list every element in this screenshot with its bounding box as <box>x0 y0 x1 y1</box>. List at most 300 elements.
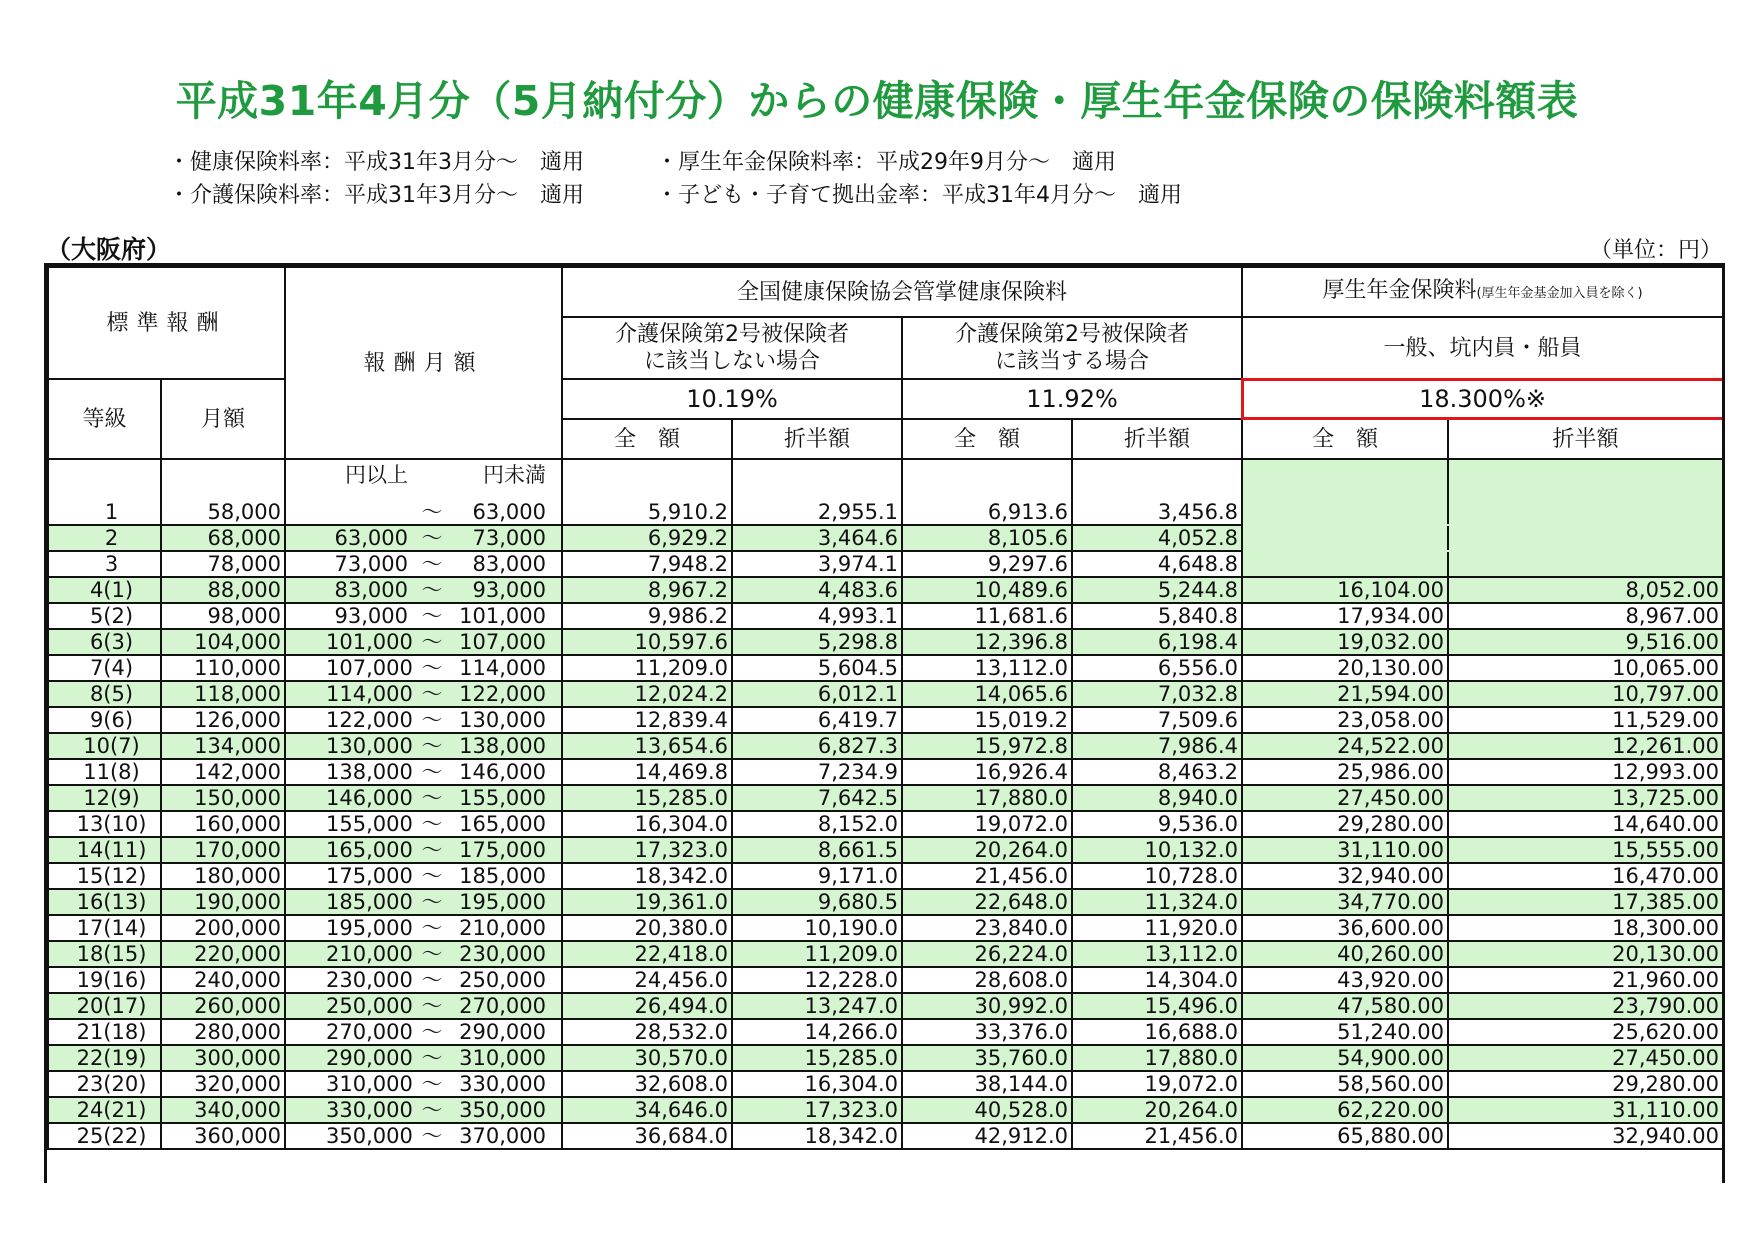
cell-range <box>285 993 562 1019</box>
cell-pension-half: 8,052.00 <box>1448 577 1723 603</box>
cell-pension-full: 51,240.00 <box>1242 1019 1448 1045</box>
range-tilde: ～ <box>421 1072 443 1096</box>
table-row <box>48 785 1723 811</box>
cell-pension-full: 19,032.00 <box>1242 629 1448 655</box>
cell-grade: 2 <box>48 525 161 551</box>
cell-health-half: 8,152.0 <box>732 811 902 837</box>
cell-range <box>285 863 562 889</box>
cell-health-full: 26,494.0 <box>562 993 732 1019</box>
cell-monthly-amount: 220,000 <box>161 941 285 967</box>
cell-grade: 21(18) <box>48 1019 161 1045</box>
cell-pension-full: 24,522.00 <box>1242 733 1448 759</box>
unit-label: （単位：円） <box>1589 238 1722 263</box>
range-yen-min: 円以上 <box>345 463 409 487</box>
cell-pension-half: 9,516.00 <box>1448 629 1723 655</box>
range-upper: 210,000 <box>459 916 547 940</box>
cell-care-full: 35,760.0 <box>902 1045 1072 1071</box>
cell-health-full: 12,839.4 <box>562 707 732 733</box>
cell-health-half: 12,228.0 <box>732 967 902 993</box>
range-lower: 175,000 <box>326 864 413 888</box>
cell-pension-full: 43,920.00 <box>1242 967 1448 993</box>
cell-pension-full: 62,220.00 <box>1242 1097 1448 1123</box>
cell-range <box>285 629 562 655</box>
cell-grade: 5(2) <box>48 603 161 629</box>
cell-health-full: 22,418.0 <box>562 941 732 967</box>
range-upper: 330,000 <box>459 1072 547 1096</box>
cell-pension-full: 31,110.00 <box>1242 837 1448 863</box>
cell-health-half: 9,171.0 <box>732 863 902 889</box>
range-upper: 138,000 <box>459 734 547 758</box>
cell-health-full: 36,684.0 <box>562 1123 732 1149</box>
range-lower: 250,000 <box>326 994 413 1018</box>
cell-pension-half: 10,797.00 <box>1448 681 1723 707</box>
range-tilde: ～ <box>421 630 443 654</box>
rate-pension-cell <box>1242 379 1723 419</box>
range-lower: 330,000 <box>326 1098 413 1122</box>
cell-health-full: 32,608.0 <box>562 1071 732 1097</box>
cell-monthly-amount: 104,000 <box>161 629 285 655</box>
rate-pension: 18.300%※ <box>1419 384 1546 413</box>
range-upper: 83,000 <box>472 552 547 576</box>
cell-pension-half: 15,555.00 <box>1448 837 1723 863</box>
cell-grade: 23(20) <box>48 1071 161 1097</box>
cell-health-full: 19,361.0 <box>562 889 732 915</box>
range-lower: 195,000 <box>326 916 413 940</box>
cell-monthly-amount: 240,000 <box>161 967 285 993</box>
cell-care-half: 14,304.0 <box>1072 967 1242 993</box>
range-upper: 350,000 <box>459 1098 547 1122</box>
range-tilde: ～ <box>421 786 443 810</box>
cell-health-half: 8,661.5 <box>732 837 902 863</box>
range-lower: 290,000 <box>326 1046 413 1070</box>
range-upper: 370,000 <box>459 1124 547 1148</box>
cell-range <box>285 707 562 733</box>
cell-health-half: 9,680.5 <box>732 889 902 915</box>
cell-health-half: 7,234.9 <box>732 759 902 785</box>
table-row <box>48 681 1723 707</box>
table-row <box>48 525 1723 551</box>
cell-health-half: 6,827.3 <box>732 733 902 759</box>
table-row <box>48 1071 1723 1097</box>
header-pension-category: 一般、坑内員・船員 <box>1242 317 1723 379</box>
range-upper: 93,000 <box>472 578 547 602</box>
cell-range <box>285 459 562 525</box>
range-tilde: ～ <box>421 812 443 836</box>
cell-health-full: 7,948.2 <box>562 551 732 577</box>
cell-care-half: 17,880.0 <box>1072 1045 1242 1071</box>
cell-care-half: 15,496.0 <box>1072 993 1242 1019</box>
range-yen-max: 円未満 <box>483 463 547 487</box>
range-lower: 73,000 <box>334 552 409 576</box>
prefecture-label: （大阪府） <box>46 235 172 264</box>
table-row <box>48 967 1723 993</box>
cell-care-full: 15,972.8 <box>902 733 1072 759</box>
cell-grade: 16(13) <box>48 889 161 915</box>
cell-pension-half: 29,280.00 <box>1448 1071 1723 1097</box>
cell-pension-half: 14,640.00 <box>1448 811 1723 837</box>
cell-range <box>285 603 562 629</box>
range-lower: 107,000 <box>326 656 413 680</box>
header-grade: 等級 <box>48 379 161 459</box>
cell-health-full: 11,209.0 <box>562 655 732 681</box>
range-tilde: ～ <box>421 942 443 966</box>
cell-care-full: 17,880.0 <box>902 785 1072 811</box>
cell-health-half: 17,323.0 <box>732 1097 902 1123</box>
cell-care-full: 22,648.0 <box>902 889 1072 915</box>
table-row <box>48 941 1723 967</box>
cell-pension-half: 17,385.00 <box>1448 889 1723 915</box>
cell-grade: 10(7) <box>48 733 161 759</box>
range-upper: 270,000 <box>459 994 547 1018</box>
range-upper: 165,000 <box>459 812 547 836</box>
table-row <box>48 707 1723 733</box>
cell-grade: 12(9) <box>48 785 161 811</box>
cell-pension-half: 12,261.00 <box>1448 733 1723 759</box>
table-row <box>48 889 1723 915</box>
range-upper: 155,000 <box>459 786 547 810</box>
cell-pension-full: 40,260.00 <box>1242 941 1448 967</box>
cell-care-half: 6,556.0 <box>1072 655 1242 681</box>
cell-care-full: 40,528.0 <box>902 1097 1072 1123</box>
cell-care-half: 7,509.6 <box>1072 707 1242 733</box>
cell-health-full: 10,597.6 <box>562 629 732 655</box>
header-health-insurance: 全国健康保険協会管掌健康保険料 <box>562 267 1242 317</box>
cell-range <box>285 889 562 915</box>
range-upper: 195,000 <box>459 890 547 914</box>
cell-pension-half: 8,967.00 <box>1448 603 1723 629</box>
cell-pension-full: 23,058.00 <box>1242 707 1448 733</box>
cell-care-full: 19,072.0 <box>902 811 1072 837</box>
range-tilde: ～ <box>421 604 443 628</box>
cell-pension-full <box>1242 459 1448 525</box>
range-tilde: ～ <box>421 1098 443 1122</box>
table-row <box>48 733 1723 759</box>
cell-health-full: 34,646.0 <box>562 1097 732 1123</box>
cell-care-half: 11,324.0 <box>1072 889 1242 915</box>
cell-pension-half: 13,725.00 <box>1448 785 1723 811</box>
cell-care-half: 6,198.4 <box>1072 629 1242 655</box>
cell-pension-half: 23,790.00 <box>1448 993 1723 1019</box>
cell-monthly-amount: 190,000 <box>161 889 285 915</box>
cell-health-full: 12,024.2 <box>562 681 732 707</box>
cell-range <box>285 1123 562 1149</box>
cell-monthly-amount: 78,000 <box>161 551 285 577</box>
cell-health-half: 18,342.0 <box>732 1123 902 1149</box>
cell-monthly-amount: 260,000 <box>161 993 285 1019</box>
range-upper: 101,000 <box>459 604 547 628</box>
range-upper: 310,000 <box>459 1046 547 1070</box>
cell-grade: 13(10) <box>48 811 161 837</box>
range-lower: 310,000 <box>326 1072 413 1096</box>
cell-monthly-amount: 180,000 <box>161 863 285 889</box>
header-remuneration-monthly: 報酬月額 <box>285 267 562 459</box>
table-row <box>48 603 1723 629</box>
range-tilde: ～ <box>421 708 443 732</box>
cell-grade: 25(22) <box>48 1123 161 1149</box>
cell-range <box>285 941 562 967</box>
cell-care-half: 8,463.2 <box>1072 759 1242 785</box>
cell-range <box>285 837 562 863</box>
cell-health-full: 18,342.0 <box>562 863 732 889</box>
cell-pension-full: 36,600.00 <box>1242 915 1448 941</box>
table-body <box>48 459 1723 1149</box>
cell-health-half: 15,285.0 <box>732 1045 902 1071</box>
table-row <box>48 1045 1723 1071</box>
cell-health-half: 13,247.0 <box>732 993 902 1019</box>
cell-range <box>285 811 562 837</box>
cell-monthly-amount: 340,000 <box>161 1097 285 1123</box>
cell-care-full: 13,112.0 <box>902 655 1072 681</box>
cell-pension-full: 17,934.00 <box>1242 603 1448 629</box>
header-not-care-line1: 介護保険第2号被保険者 <box>615 322 850 347</box>
cell-health-full: 14,469.8 <box>562 759 732 785</box>
cell-care-half: 4,052.8 <box>1072 525 1242 551</box>
cell-range <box>285 1019 562 1045</box>
cell-health-half: 6,419.7 <box>732 707 902 733</box>
header-care-line2: に該当する場合 <box>995 349 1150 374</box>
cell-care-full: 11,681.6 <box>902 603 1072 629</box>
cell-health-full: 20,380.0 <box>562 915 732 941</box>
cell-grade: 4(1) <box>48 577 161 603</box>
range-tilde: ～ <box>421 1124 443 1148</box>
header-pension-full: 全 額 <box>1242 419 1448 459</box>
cell-care-full: 20,264.0 <box>902 837 1072 863</box>
header-not-care <box>562 317 902 379</box>
cell-pension-half: 27,450.00 <box>1448 1045 1723 1071</box>
cell-care-half: 5,840.8 <box>1072 603 1242 629</box>
cell-health-full: 6,929.2 <box>562 525 732 551</box>
range-subheader <box>326 462 558 488</box>
range-tilde: ～ <box>421 500 443 524</box>
range-tilde: ～ <box>421 526 443 550</box>
table-row <box>48 577 1723 603</box>
range-lower: 63,000 <box>334 526 409 550</box>
header-care-full: 全 額 <box>902 419 1072 459</box>
table-header <box>48 267 1723 459</box>
header-monthly-amount: 月額 <box>161 379 285 459</box>
cell-care-half: 9,536.0 <box>1072 811 1242 837</box>
cell-grade: 3 <box>48 551 161 577</box>
cell-grade: 9(6) <box>48 707 161 733</box>
cell-health-full: 17,323.0 <box>562 837 732 863</box>
cell-range <box>285 551 562 577</box>
cell-pension-full: 54,900.00 <box>1242 1045 1448 1071</box>
cell-pension-full: 20,130.00 <box>1242 655 1448 681</box>
cell-monthly-amount: 200,000 <box>161 915 285 941</box>
cell-range <box>285 733 562 759</box>
cell-health-half: 3,464.6 <box>732 525 902 551</box>
cell-health-full: 28,532.0 <box>562 1019 732 1045</box>
range-upper: 73,000 <box>472 526 547 550</box>
cell-range <box>285 525 562 551</box>
cell-pension-full: 34,770.00 <box>1242 889 1448 915</box>
cell-pension-half: 18,300.00 <box>1448 915 1723 941</box>
cell-care-half: 4,648.8 <box>1072 551 1242 577</box>
range-upper: 122,000 <box>459 682 547 706</box>
cell-health-half: 5,298.8 <box>732 629 902 655</box>
cell-care-full: 16,926.4 <box>902 759 1072 785</box>
cell-care-full: 23,840.0 <box>902 915 1072 941</box>
range-lower: 83,000 <box>334 578 409 602</box>
rate-not-care: 10.19% <box>562 379 902 419</box>
range-upper: 130,000 <box>459 708 547 732</box>
cell-health-half: 14,266.0 <box>732 1019 902 1045</box>
cell-grade: 15(12) <box>48 863 161 889</box>
range-tilde: ～ <box>421 1020 443 1044</box>
range-tilde: ～ <box>421 656 443 680</box>
cell-range <box>285 1045 562 1071</box>
header-care-half: 折半額 <box>1072 419 1242 459</box>
cell-health-full: 5,910.2 <box>562 459 732 525</box>
cell-pension-half: 32,940.00 <box>1448 1123 1723 1149</box>
cell-pension-half <box>1448 551 1723 577</box>
table-row <box>48 629 1723 655</box>
cell-care-full: 6,913.6 <box>902 459 1072 525</box>
cell-health-half: 5,604.5 <box>732 655 902 681</box>
cell-health-half: 6,012.1 <box>732 681 902 707</box>
cell-health-full: 24,456.0 <box>562 967 732 993</box>
cell-monthly-amount: 280,000 <box>161 1019 285 1045</box>
cell-range <box>285 1097 562 1123</box>
cell-monthly-amount: 126,000 <box>161 707 285 733</box>
cell-monthly-amount: 134,000 <box>161 733 285 759</box>
cell-pension-full: 47,580.00 <box>1242 993 1448 1019</box>
cell-care-half: 10,728.0 <box>1072 863 1242 889</box>
cell-range <box>285 967 562 993</box>
cell-pension-half: 11,529.00 <box>1448 707 1723 733</box>
range-tilde: ～ <box>421 1046 443 1070</box>
cell-grade: 18(15) <box>48 941 161 967</box>
cell-pension-half: 31,110.00 <box>1448 1097 1723 1123</box>
range-lower: 165,000 <box>326 838 413 862</box>
cell-grade: 6(3) <box>48 629 161 655</box>
cell-monthly-amount: 160,000 <box>161 811 285 837</box>
range-upper: 63,000 <box>472 500 547 524</box>
header-pension-note: (厚生年金基金加入員を除く) <box>1476 286 1643 301</box>
range-lower: 185,000 <box>326 890 413 914</box>
cell-grade: 11(8) <box>48 759 161 785</box>
cell-health-half: 10,190.0 <box>732 915 902 941</box>
cell-pension-half: 20,130.00 <box>1448 941 1723 967</box>
premium-table <box>47 266 1724 1150</box>
cell-monthly-amount: 320,000 <box>161 1071 285 1097</box>
range-tilde: ～ <box>421 968 443 992</box>
cell-health-half: 4,483.6 <box>732 577 902 603</box>
range-lower: 122,000 <box>326 708 413 732</box>
table-row <box>48 759 1723 785</box>
cell-range <box>285 915 562 941</box>
table-row <box>48 915 1723 941</box>
range-lower: 230,000 <box>326 968 413 992</box>
cell-care-half: 7,986.4 <box>1072 733 1242 759</box>
table-row <box>48 459 1723 525</box>
cell-care-full: 42,912.0 <box>902 1123 1072 1149</box>
cell-monthly-amount: 142,000 <box>161 759 285 785</box>
table-row <box>48 811 1723 837</box>
cell-range <box>285 785 562 811</box>
cell-monthly-amount: 58,000 <box>161 459 285 525</box>
range-tilde: ～ <box>421 734 443 758</box>
range-lower: 93,000 <box>334 604 409 628</box>
range-tilde: ～ <box>421 916 443 940</box>
cell-grade: 7(4) <box>48 655 161 681</box>
range-tilde: ～ <box>421 760 443 784</box>
range-tilde: ～ <box>421 864 443 888</box>
cell-care-half: 7,032.8 <box>1072 681 1242 707</box>
cell-care-half: 8,940.0 <box>1072 785 1242 811</box>
note-child-rate: ・子ども・子育て拠出金率：平成31年4月分～ 適用 <box>656 183 1182 208</box>
cell-range <box>285 1071 562 1097</box>
table-row <box>48 1123 1723 1149</box>
cell-monthly-amount: 300,000 <box>161 1045 285 1071</box>
cell-care-full: 12,396.8 <box>902 629 1072 655</box>
range-tilde: ～ <box>421 838 443 862</box>
table-row <box>48 863 1723 889</box>
table-row <box>48 993 1723 1019</box>
header-pension-half: 折半額 <box>1448 419 1723 459</box>
cell-monthly-amount: 150,000 <box>161 785 285 811</box>
cell-care-full: 21,456.0 <box>902 863 1072 889</box>
header-pension-insurance <box>1242 267 1723 317</box>
cell-monthly-amount: 68,000 <box>161 525 285 551</box>
cell-care-half: 13,112.0 <box>1072 941 1242 967</box>
cell-health-half: 16,304.0 <box>732 1071 902 1097</box>
range-lower: 350,000 <box>326 1124 413 1148</box>
range-tilde: ～ <box>421 994 443 1018</box>
table-row <box>48 1019 1723 1045</box>
note-health-rate: ・健康保険料率：平成31年3月分～ 適用 <box>168 150 584 175</box>
cell-health-full: 16,304.0 <box>562 811 732 837</box>
cell-monthly-amount: 170,000 <box>161 837 285 863</box>
cell-health-full: 30,570.0 <box>562 1045 732 1071</box>
cell-care-full: 9,297.6 <box>902 551 1072 577</box>
note-pension-rate: ・厚生年金保険料率：平成29年9月分～ 適用 <box>656 150 1116 175</box>
table-row <box>48 551 1723 577</box>
table-row <box>48 655 1723 681</box>
cell-pension-full <box>1242 525 1448 551</box>
range-upper: 107,000 <box>459 630 547 654</box>
range-lower: 130,000 <box>326 734 413 758</box>
note-care-rate: ・介護保険料率：平成31年3月分～ 適用 <box>168 183 584 208</box>
cell-grade: 19(16) <box>48 967 161 993</box>
cell-pension-full: 27,450.00 <box>1242 785 1448 811</box>
cell-monthly-amount: 98,000 <box>161 603 285 629</box>
rate-notes <box>168 146 1182 212</box>
header-care <box>902 317 1242 379</box>
header-not-care-line2: に該当しない場合 <box>644 349 821 374</box>
range-lower: 210,000 <box>326 942 413 966</box>
header-not-care-full: 全 額 <box>562 419 732 459</box>
range-upper: 114,000 <box>459 656 547 680</box>
range-lower: 146,000 <box>326 786 413 810</box>
cell-pension-half: 16,470.00 <box>1448 863 1723 889</box>
cell-pension-half: 10,065.00 <box>1448 655 1723 681</box>
cell-care-half: 19,072.0 <box>1072 1071 1242 1097</box>
cell-range <box>285 577 562 603</box>
cell-range <box>285 655 562 681</box>
cell-care-half: 11,920.0 <box>1072 915 1242 941</box>
range-tilde: ～ <box>421 578 443 602</box>
cell-care-half: 20,264.0 <box>1072 1097 1242 1123</box>
cell-health-half: 4,993.1 <box>732 603 902 629</box>
cell-range <box>285 759 562 785</box>
range-upper: 185,000 <box>459 864 547 888</box>
header-care-line1: 介護保険第2号被保険者 <box>955 322 1190 347</box>
cell-pension-full <box>1242 551 1448 577</box>
cell-care-full: 38,144.0 <box>902 1071 1072 1097</box>
cell-pension-full: 58,560.00 <box>1242 1071 1448 1097</box>
cell-pension-full: 65,880.00 <box>1242 1123 1448 1149</box>
